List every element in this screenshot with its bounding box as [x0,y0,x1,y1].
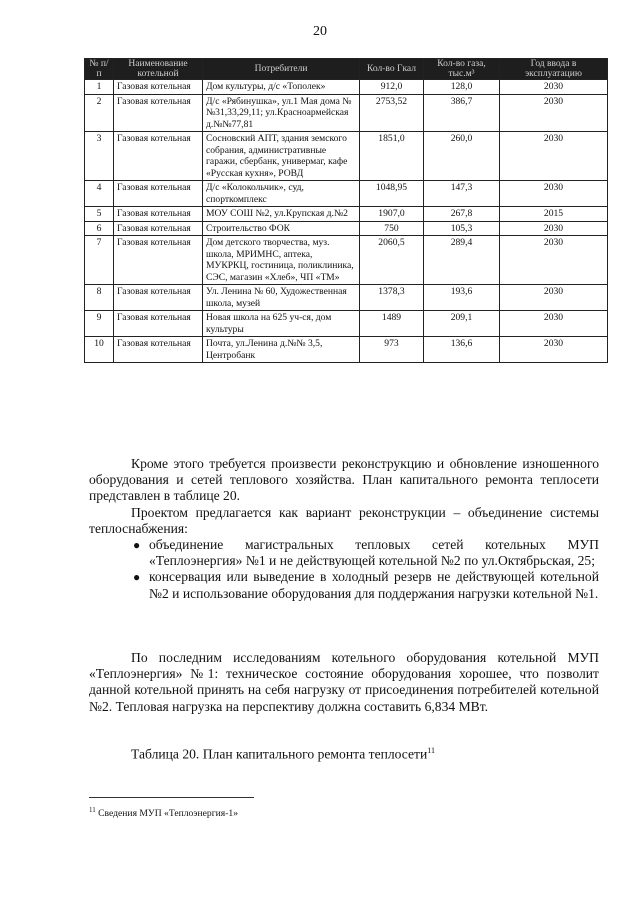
table-row [85,207,608,222]
consumers: Дом детского творчества, муз. школа, МРИМНС, аптека, МУКРКЦ, гостиница, поликлиника, СЭС, магазин «Хлеб», ЧП «ТМ» [203,236,360,285]
table-header-row [85,59,608,80]
row-number: 8 [85,285,114,311]
footnote: $^{11}$ Сведения МУП «Теплоэнергия-1» [89,806,238,820]
year-value: 2030 [500,236,608,285]
year-value: 2030 [500,285,608,311]
gas-value: 260,0 [424,132,500,181]
header-gcal: Кол-во Гкал [360,59,424,80]
paragraph-project [89,505,599,537]
boiler-name: Газовая котельная [114,94,203,132]
gcal-value: 750 [360,221,424,236]
boiler-table [84,58,608,363]
year-value: 2030 [500,132,608,181]
gcal-value: 912,0 [360,80,424,95]
boiler-name: Газовая котельная [114,221,203,236]
boiler-name: Газовая котельная [114,285,203,311]
header-number: № п/п [85,59,114,80]
year-value: 2030 [500,80,608,95]
gas-value: 128,0 [424,80,500,95]
consumers: Ул. Ленина № 60, Художественная школа, музей [203,285,360,311]
paragraph-1: Кроме этого требуется произвести реконструкцию и обновление изношенного оборудования и сетей теплового хозяйства. План капитального ремонта теплосети представлен в таблице 20. [89,456,599,504]
gcal-value: 1489 [360,311,424,337]
year-value: 2015 [500,207,608,222]
consumers: Д/с «Колокольчик», суд, спорткомплекс [203,181,360,207]
consumers: Почта, ул.Ленина д.№№ 3,5, Центробанк [203,337,360,363]
paragraph-reconstruction [89,456,599,505]
footnote-divider [89,797,254,798]
row-number: 1 [85,80,114,95]
paragraph-2: Проектом предлагается как вариант реконструкции – объединение системы теплоснабжения: [89,505,599,537]
row-number: 9 [85,311,114,337]
header-gas: Кол-во газа, тыс.м³ [424,59,500,80]
paragraph-research [89,650,599,715]
header-year: Год ввода в эксплуатацию [500,59,608,80]
boiler-name: Газовая котельная [114,80,203,95]
row-number: 4 [85,181,114,207]
boiler-name: Газовая котельная [114,181,203,207]
consumers: Сосновский АПТ, здания земского собрания, административные гаражи, сбербанк, универмаг, кафе «Русская кухня», РОВД [203,132,360,181]
bullet-icon: ● [133,570,141,585]
gas-value: 136,6 [424,337,500,363]
table-row [85,181,608,207]
bullet-list [133,537,599,602]
gcal-value: 2060,5 [360,236,424,285]
list-item: ● объединение магистральных тепловых сетей котельных МУП «Теплоэнергия» №1 и не действующей котельной №2 по ул.Октябрьская, 25; [133,537,599,569]
gas-value: 267,8 [424,207,500,222]
row-number: 3 [85,132,114,181]
table-row [85,80,608,95]
gas-value: 193,6 [424,285,500,311]
gcal-value: 1907,0 [360,207,424,222]
table-row [85,94,608,132]
table-row [85,285,608,311]
row-number: 6 [85,221,114,236]
boiler-name: Газовая котельная [114,207,203,222]
boiler-name: Газовая котельная [114,311,203,337]
year-value: 2030 [500,221,608,236]
list-item: ● консервация или выведение в холодный резерв не действующей котельной №2 и использование оборудования для поддержания нагрузки котельной №1. [133,569,599,601]
header-consumers: Потребители [203,59,360,80]
boiler-name: Газовая котельная [114,132,203,181]
row-number: 7 [85,236,114,285]
consumers: МОУ СОШ №2, ул.Крупская д.№2 [203,207,360,222]
year-value: 2030 [500,337,608,363]
gcal-value: 1048,95 [360,181,424,207]
gcal-value: 1851,0 [360,132,424,181]
footnote-text: Сведения МУП «Теплоэнергия-1» [98,808,238,820]
boiler-name: Газовая котельная [114,236,203,285]
table-row [85,311,608,337]
gas-value: 289,4 [424,236,500,285]
gcal-value: 973 [360,337,424,363]
header-boiler-name: Наименование котельной [114,59,203,80]
year-value: 2030 [500,181,608,207]
year-value: 2030 [500,94,608,132]
row-number: 2 [85,94,114,132]
boiler-name: Газовая котельная [114,337,203,363]
footnote-ref[interactable]: 11 [427,746,435,755]
table-row [85,132,608,181]
table-row [85,337,608,363]
page-number: 20 [313,24,327,39]
bullet-icon: ● [133,538,141,552]
gas-value: 209,1 [424,311,500,337]
table-row [85,236,608,285]
consumers: Д/с «Рябинушка», ул.1 Мая дома №№31,33,29,11; ул.Красноармейская д.№№77,81 [203,94,360,132]
gas-value: 147,3 [424,181,500,207]
gas-value: 386,7 [424,94,500,132]
consumers: Строительство ФОК [203,221,360,236]
consumers: Дом культуры, д/с «Тополек» [203,80,360,95]
gcal-value: 1378,3 [360,285,424,311]
consumers: Новая школа на 625 уч-ся, дом культуры [203,311,360,337]
table-caption: Таблица 20. План капитального ремонта теплосети$^{11}$ [131,746,435,762]
table-row [85,221,608,236]
row-number: 10 [85,337,114,363]
year-value: 2030 [500,311,608,337]
paragraph-3: По последним исследованиям котельного оборудования котельной МУП «Теплоэнергия» №1: техническое состояние оборудования хорошее, что позволит данной котельной принять на себя нагрузку от присоединения потребителей котельной №2. Тепловая нагрузка на перспективу должна составить 6,834 МВт. [89,650,599,714]
row-number: 5 [85,207,114,222]
gcal-value: 2753,52 [360,94,424,132]
gas-value: 105,3 [424,221,500,236]
